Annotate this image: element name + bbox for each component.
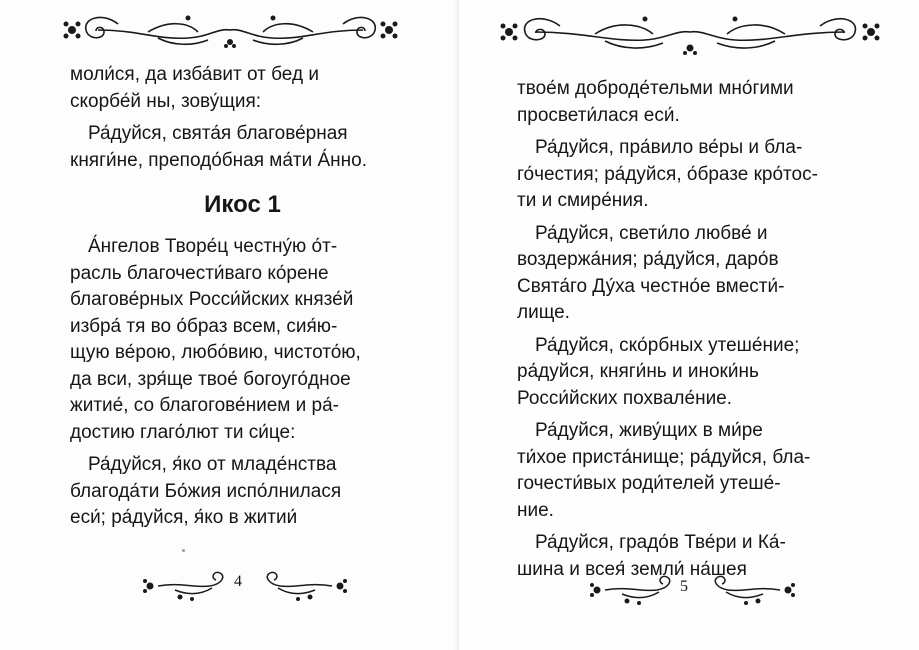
text-line: воздержа́ния; ра́дуйся, даро́в — [517, 249, 779, 270]
text-line: ти́хое приста́нище; ра́дуйся, бла- — [517, 446, 811, 468]
text-line: Ра́дуйся, живу́щих в ми́ре — [535, 420, 763, 441]
text-paragraph — [517, 135, 862, 215]
text-line: благове́рных Росси́йских князе́й — [70, 289, 354, 310]
text-line: достию глаго́лют ти си́це: — [70, 421, 296, 443]
footer-ornament-right-a — [587, 572, 682, 606]
text-line: Ра́дуйся, ско́рбных утеше́ние; — [535, 334, 800, 356]
right-text-block — [517, 76, 862, 589]
text-line: благода́ти Бо́жия испо́лнилася — [70, 480, 342, 502]
right-page — [459, 0, 919, 650]
text-line: да вси, зря́ще твое́ богоуго́дное — [70, 368, 351, 390]
text-line: житие́, со благогове́нием и ра́- — [70, 395, 339, 416]
text-line: шина и всея́ земли́ на́шея — [517, 558, 747, 580]
text-line: княги́не, преподо́бная ма́ти А́нно. — [70, 149, 368, 171]
text-line: моли́ся, да изба́вит от бед и — [70, 64, 319, 85]
text-line: Ра́дуйся, свята́я благове́рная — [88, 123, 348, 144]
page-number-left: 4 — [234, 573, 242, 590]
text-paragraph — [517, 221, 862, 327]
text-line: еси́; ра́дуйся, я́ко в житии́ — [70, 507, 298, 528]
text-line: твое́м доброде́тельми мно́гими — [517, 78, 794, 99]
footer-ornament-left-b — [255, 568, 350, 602]
text-line: го́честия; ра́дуйся, о́бразе кро́тос- — [517, 163, 818, 185]
text-line: лище. — [517, 302, 570, 323]
text-line: Ра́дуйся, я́ко от младе́нства — [88, 454, 337, 475]
left-text-block — [70, 62, 415, 538]
text-line: просвети́лася еси́. — [517, 104, 680, 126]
text-line: расль благочести́ваго ко́рене — [70, 262, 329, 284]
ikos-heading: Икос 1 — [204, 191, 281, 218]
text-line: Ра́дуйся, градо́в Тве́ри и Ка́- — [535, 532, 786, 553]
prayer-paragraph — [70, 62, 415, 115]
rejoice-paragraph — [70, 452, 415, 532]
text-line: избра́ тя во о́браз всем, сия́ю- — [70, 315, 338, 337]
text-line: ра́дуйся, княги́нь и иноки́нь — [517, 361, 759, 382]
text-line: ние. — [517, 499, 554, 521]
text-paragraph — [517, 76, 862, 129]
refrain-paragraph — [70, 121, 415, 174]
footer-ornament-right-b — [703, 572, 798, 606]
text-line: Ра́дуйся, свети́ло любве́ и — [535, 222, 768, 244]
ikos-paragraph — [70, 234, 415, 446]
text-paragraph — [517, 530, 862, 583]
text-line: Ра́дуйся, пра́вило ве́ры и бла- — [535, 137, 803, 158]
text-paragraph — [517, 333, 862, 413]
text-line: Росси́йских похвале́ние. — [517, 387, 733, 409]
header-ornament-right — [495, 10, 885, 58]
text-line: А́нгелов Творе́ц честну́ю о́т- — [88, 236, 338, 257]
text-line: щую ве́рою, любо́вию, чистото́ю, — [70, 342, 361, 363]
text-paragraph — [517, 418, 862, 524]
text-line: ти и смире́ния. — [517, 190, 649, 211]
header-ornament-left — [58, 10, 403, 52]
print-speck — [182, 549, 185, 552]
page-number-right: 5 — [680, 578, 688, 595]
text-line: скорбе́й ны, зову́щия: — [70, 90, 262, 112]
text-line: гочести́вых роди́телей утеше́- — [517, 473, 781, 494]
footer-ornament-left-a — [140, 568, 235, 602]
text-line: Свята́го Ду́ха честно́е вмести́- — [517, 275, 785, 297]
left-page — [0, 0, 459, 650]
